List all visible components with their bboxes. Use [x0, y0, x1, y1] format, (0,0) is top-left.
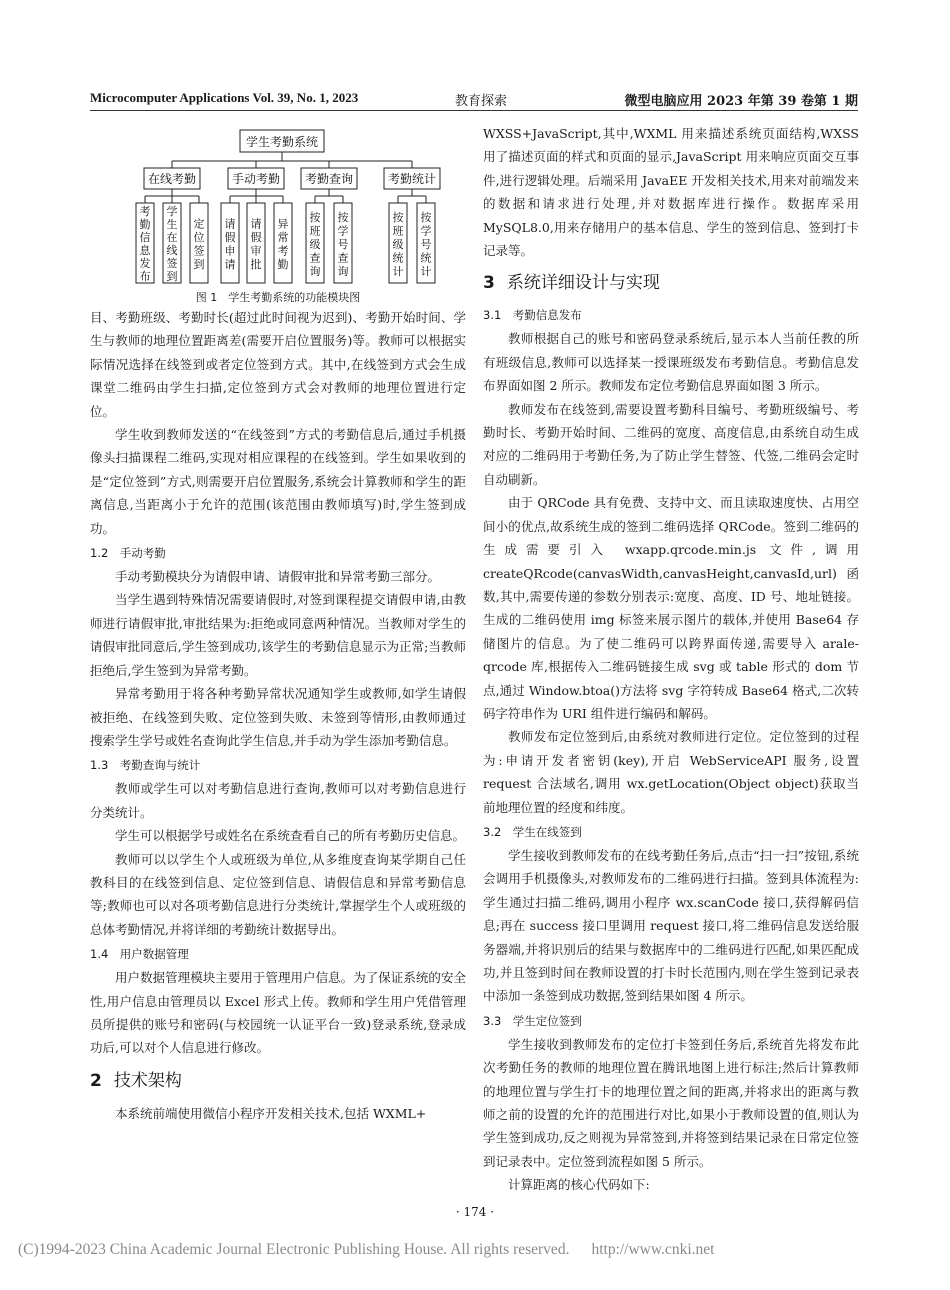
- paragraph: 学生接收到教师发布的在线考勤任务后,点击“扫一扫”按钮,系统会调用手机摄像头,对教师发布的二维码进行扫描。签到具体流程为:学生通过扫描二维码,调用小程序 wx.scanCode 接口,获得解码信息;再在 success 接口里调用 request 接口,将二维码信息发送给服务器端,并将识别后的结果与数据库中的二维码进行匹配,如果匹配成功,并且签到时间在教师设置的打卡时长范围内,则在学生签到记录表中添加一条签到成功数据,签到结果如图 4 所示。: [483, 847, 859, 1004]
- subsection-heading: 1.4 用户数据管理: [90, 947, 189, 962]
- paragraph: 目、考勤班级、考勤时长(超过此时间视为迟到)、考勤开始时间、学生与教师的地理位置距离差(需要开启位置服务)等。教师可以根据实际情况选择在线签到或者定位签到方式。其中,在线签到方式会生成课堂二维码由学生扫描,定位签到方式会对教师的地理位置进行定位。: [90, 310, 466, 419]
- section-number: 3: [483, 273, 495, 294]
- leaf-label: 按学号查询: [337, 210, 349, 278]
- root-label: 学生考勤系统: [245, 135, 319, 149]
- section-heading: [483, 268, 859, 298]
- copyright-text: (C)1994-2023 China Academic Journal Electronic Publishing House. All rights reserved.: [18, 1241, 570, 1258]
- paragraph: WXSS+JavaScript,其中,WXML 用来描述系统页面结构,WXSS 用了描述页面的样式和页面的显示,JavaScript 用来响应页面交互事件,进行逻辑处理。后端采用 JavaEE 开发相关技术,用来对前端发来的数据和请求进行处理,并对数据库进行操作。数据库采用 MySQL8.0,用来存储用户的基本信息、学生的签到信息、签到打卡记录等。: [483, 126, 859, 259]
- figure-caption: 图 1 学生考勤系统的功能模块图: [195, 291, 361, 304]
- leaf-label: 定位签到: [193, 217, 205, 271]
- paragraph: 教师发布定位签到后,由系统对教师进行定位。定位签到的过程为:申请开发者密钥(key),开启 WebServiceAPI 服务,设置 request 合法域名,调用 wx.getLocation(Object object)获取当前地理位置的经度和纬度。: [483, 729, 859, 815]
- leaf-label: 按班级统计: [392, 210, 404, 278]
- group-label: 在线考勤: [147, 172, 197, 186]
- paragraph: 用户数据管理模块主要用于管理用户信息。为了保证系统的安全性,用户信息由管理员以 Excel 形式上传。教师和学生用户凭借管理员所提供的账号和密码(与校园统一认证平台一致)登录系统,登录成功后,可以对个人信息进行修改。: [90, 970, 466, 1056]
- paragraph: 学生收到教师发送的“在线签到”方式的考勤信息后,通过手机摄像头扫描课程二维码,实现对相应课程的在线签到。学生如果收到的是“定位签到”方式,则需要开启位置服务,系统会计算教师和学生的距离信息,当距离小于允许的范围(该范围由教师填写)时,学生签到成功。: [90, 427, 466, 536]
- paragraph: 学生可以根据学号或姓名在系统查看自己的所有考勤历史信息。: [115, 828, 466, 844]
- paragraph: 教师根据自己的账号和密码登录系统后,显示本人当前任教的所有班级信息,教师可以选择某一授课班级发布考勤信息。考勤信息发布界面如图 2 所示。教师发布定位考勤信息界面如图 3 所示。: [483, 331, 859, 394]
- paragraph: 当学生遇到特殊情况需要请假时,对签到课程提交请假申请,由教师进行请假审批,审批结果为:拒绝或同意两种情况。当教师对学生的请假审批同意后,学生签到成功,该学生的考勤信息显示为正常;当教师拒绝后,学生签到为异常考勤。: [90, 592, 466, 678]
- section-title: 系统详细设计与实现: [506, 273, 660, 294]
- subsection-heading: 1.2 手动考勤: [90, 546, 166, 561]
- section-label: 教育探索: [455, 94, 508, 109]
- paragraph: 由于 QRCode 具有免费、支持中文、而且读取速度快、占用空间小的优点,故系统生成的签到二维码选择 QRCode。签到二维码的生成需要引入 wxapp.qrcode.min.js 文件,调用 createQRcode(canvasWidth,canvasHeight,canvasId,url)函数,其中,需要传递的参数分别表示:宽度、高度、ID 号、地址链接。生成的二维码使用 img 标签来展示图片的载体,并使用 Base64 存储图片的信息。为了使二维码可以跨界面传递,需要导入 arale-qrcode 库,根据传入二维码链接生成 svg 或 table 形式的 dom 节点,通过 Window.btoa()方法将 svg 字符转成 Base64 格式,二次转码字符串作为 URI 组件进行编码和解码。: [483, 495, 859, 721]
- leaf-label: 学生在线签到: [166, 205, 178, 283]
- leaf-label: 请假申请: [224, 217, 236, 271]
- right-column: [483, 122, 859, 1197]
- section-heading: [90, 1066, 466, 1096]
- paragraph: 教师可以以学生个人或班级为单位,从多维度查询某学期自己任教科目的在线签到信息、定位签到信息、请假信息和异常考勤信息等;教师也可以对各项考勤信息进行分类统计,掌握学生个人或班级的总体考勤情况,并将详细的考勤统计数据导出。: [90, 851, 466, 937]
- subsection-heading: 3.3 学生定位签到: [483, 1013, 582, 1028]
- footer-url[interactable]: http://www.cnki.net: [591, 1241, 715, 1258]
- journal-title-cn: 微型电脑应用 2023 年第 39 卷第 1 期: [624, 94, 858, 109]
- leaf-label: 考勤信息发布: [139, 205, 151, 283]
- paragraph: 手动考勤模块分为请假申请、请假审批和异常考勤三部分。: [115, 569, 441, 585]
- left-column: [90, 118, 466, 1125]
- group-label: 考勤统计: [387, 172, 437, 186]
- leaf-label: 按班级查询: [309, 210, 321, 278]
- paragraph: 异常考勤用于将各种考勤异常状况通知学生或教师,如学生请假被拒绝、在线签到失败、定位签到失败、未签到等情形,由教师通过搜索学生学号或姓名查询此学生信息,并手动为学生添加考勤信息。: [90, 686, 466, 748]
- paragraph: 教师或学生可以对考勤信息进行查询,教师可以对考勤信息进行分类统计。: [90, 781, 466, 820]
- section-number: 2: [90, 1070, 102, 1091]
- module-diagram: [90, 118, 466, 288]
- page-number: · 174 ·: [455, 1205, 495, 1219]
- copyright-footer: [18, 1241, 714, 1259]
- group-label: 考勤查询: [304, 172, 354, 186]
- paragraph: 教师发布在线签到,需要设置考勤科目编号、考勤班级编号、考勤时长、考勤开始时间、二维码的宽度、高度信息,由系统自动生成对应的二维码用于考勤任务,为了防止学生替签、代签,二维码会定时自动刷新。: [483, 401, 859, 487]
- subsection-heading: 1.3 考勤查询与统计: [90, 758, 201, 773]
- figure-1: [90, 118, 466, 288]
- leaf-label: 按学号统计: [420, 210, 432, 278]
- leaf-label: 异常考勤: [277, 217, 289, 271]
- section-title: 技术架构: [113, 1070, 182, 1091]
- paragraph: 学生接收到教师发布的定位打卡签到任务后,系统首先将发布此次考勤任务的教师的地理位置在腾讯地图上进行标注;然后计算教师的地理位置与学生打卡的地理位置之间的距离,并将求出的距离与教师之前的设置的允许的范围进行对比,如果小于教师设置的值,则认为学生签到成功,反之则视为异常签到,并将签到结果记录在日常定位签到记录表中。定位签到流程如图 5 所示。: [483, 1036, 859, 1169]
- journal-title-en: Microcomputer Applications Vol. 39, No. 1, 2023: [90, 90, 359, 105]
- header-rule: [90, 110, 858, 111]
- subsection-heading: 3.1 考勤信息发布: [483, 308, 582, 323]
- group-label: 手动考勤: [231, 172, 281, 186]
- paragraph: 计算距离的核心代码如下:: [508, 1177, 650, 1193]
- subsection-heading: 3.2 学生在线签到: [483, 824, 582, 839]
- paragraph: 本系统前端使用微信小程序开发相关技术,包括 WXML+: [115, 1105, 427, 1121]
- leaf-label: 请假审批: [250, 217, 262, 271]
